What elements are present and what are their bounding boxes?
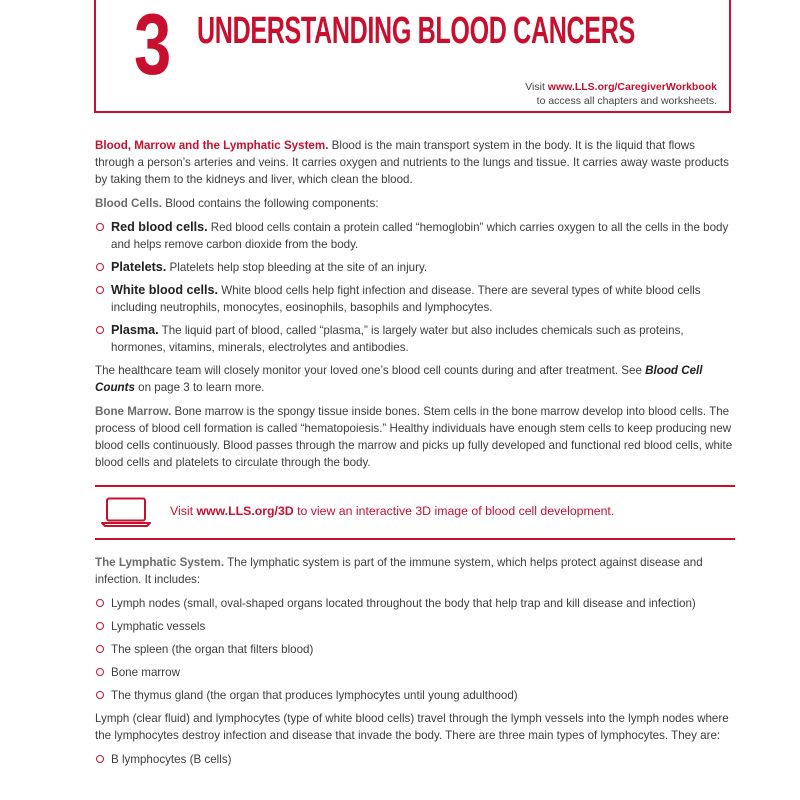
blood-cells-heading: Blood Cells.	[95, 197, 162, 210]
laptop-icon	[101, 497, 151, 527]
chapter-title: UNDERSTANDING BLOOD CANCERS	[197, 10, 635, 52]
lymph-paragraph: Lymph (clear fluid) and lymphocytes (type of white blood cells) travel through the lymph vessels into the lymph nodes where the lymphocytes destroy infection and disease that invade the body. There are three main types of lymphocytes. They are:	[95, 712, 729, 742]
lymphatic-components-list	[95, 595, 735, 704]
lymphatic-paragraph	[95, 554, 735, 588]
page-content	[95, 137, 735, 774]
list-item	[95, 641, 735, 658]
blood-heading: Blood, Marrow and the Lymphatic System.	[95, 139, 329, 152]
bullet-icon	[96, 645, 104, 653]
monitor-text-after: on page 3 to learn more.	[134, 381, 265, 394]
chapter-number: 3	[134, 0, 172, 93]
3d-image-callout	[95, 485, 735, 540]
bullet-icon	[96, 286, 104, 294]
bullet-icon	[96, 622, 104, 630]
callout-prefix: Visit	[170, 504, 197, 518]
lymphocyte-types-list	[95, 751, 735, 768]
list-item	[95, 219, 735, 253]
component-term: Red blood cells.	[111, 220, 208, 234]
component-text: Red blood cells contain a protein called “hemoglobin” which carries oxygen to all the cells in the body and helps remove carbon dioxide from the body.	[111, 221, 729, 251]
lymph-item-text: Lymph nodes (small, oval-shaped organs located throughout the body that help trap and kill disease and infection)	[111, 597, 696, 610]
callout-suffix: to view an interactive 3D image of blood cell development.	[293, 504, 615, 518]
bullet-icon	[96, 263, 104, 271]
component-term: Platelets.	[111, 260, 167, 274]
visit-prefix: Visit	[525, 81, 548, 93]
bullet-icon	[96, 668, 104, 676]
bone-marrow-heading: Bone Marrow.	[95, 405, 172, 418]
component-text: White blood cells help fight infection and disease. There are several types of white blood cells including neutrophils, monocytes, eosinophils, basophils and lymphocytes.	[111, 284, 701, 314]
list-item	[95, 687, 735, 704]
list-item	[95, 618, 735, 635]
bullet-icon	[96, 691, 104, 699]
lymph-item-text: The spleen (the organ that filters blood)	[111, 643, 314, 656]
lls-3d-link[interactable]: www.LLS.org/3D	[196, 504, 294, 518]
blood-components-list	[95, 219, 735, 356]
component-term: Plasma.	[111, 323, 159, 337]
list-item	[95, 322, 735, 356]
lymphatic-heading: The Lymphatic System.	[95, 556, 225, 569]
blood-text: Blood is the main transport system in the body. It is the liquid that flows through a person’s arteries and veins. It carries oxygen and nutrients to the lungs and tissue. It carries away waste products by taking them to the kidneys and liver, which clean the blood.	[95, 139, 729, 186]
bullet-icon	[96, 223, 104, 231]
blood-paragraph	[95, 137, 735, 188]
list-item	[95, 751, 735, 768]
component-text: Platelets help stop bleeding at the site of an injury.	[166, 261, 428, 274]
blood-cells-text: Blood contains the following components:	[162, 197, 379, 210]
monitor-paragraph	[95, 362, 735, 396]
lymphatic-text: The lymphatic system is part of the immune system, which helps protect against disease and infection. It includes:	[95, 556, 703, 586]
bone-marrow-text: Bone marrow is the spongy tissue inside bones. Stem cells in the bone marrow develop into blood cells. The process of blood cell formation is called “hematopoiesis.” Healthy individuals have enough stem cells to keep producing new blood cells continuously. Blood passes through the marrow and picks up fully developed and functional red blood cells, white blood cells and platelets to circulate through the body.	[95, 405, 733, 469]
lymph-item-text: The thymus gland (the organ that produces lymphocytes until young adulthood)	[111, 689, 518, 702]
component-term: White blood cells.	[111, 283, 219, 297]
blood-cell-counts-reference: Blood Cell Counts	[95, 364, 703, 394]
bullet-icon	[96, 326, 104, 334]
callout-text	[170, 503, 614, 520]
lymph-item-text: Lymphatic vessels	[111, 620, 206, 633]
bullet-icon	[96, 599, 104, 607]
lymph-item-text: Bone marrow	[111, 666, 180, 679]
component-text: The liquid part of blood, called “plasma,” is largely water but also includes chemicals such as proteins, hormones, vitamins, minerals, electrolytes and antibodies.	[111, 324, 684, 354]
workbook-visit-note	[317, 80, 717, 108]
visit-suffix: to access all chapters and worksheets.	[536, 95, 717, 107]
monitor-text-before: The healthcare team will closely monitor your loved one’s blood cell counts during and after treatment. See	[95, 364, 646, 377]
lymphocyte-type-text: B lymphocytes (B cells)	[111, 753, 232, 766]
list-item	[95, 259, 735, 276]
list-item	[95, 664, 735, 681]
bullet-icon	[96, 755, 104, 763]
list-item	[95, 595, 735, 612]
list-item	[95, 282, 735, 316]
bone-marrow-paragraph	[95, 403, 735, 471]
blood-cells-paragraph	[95, 195, 735, 212]
workbook-link[interactable]: www.LLS.org/CaregiverWorkbook	[547, 81, 717, 93]
